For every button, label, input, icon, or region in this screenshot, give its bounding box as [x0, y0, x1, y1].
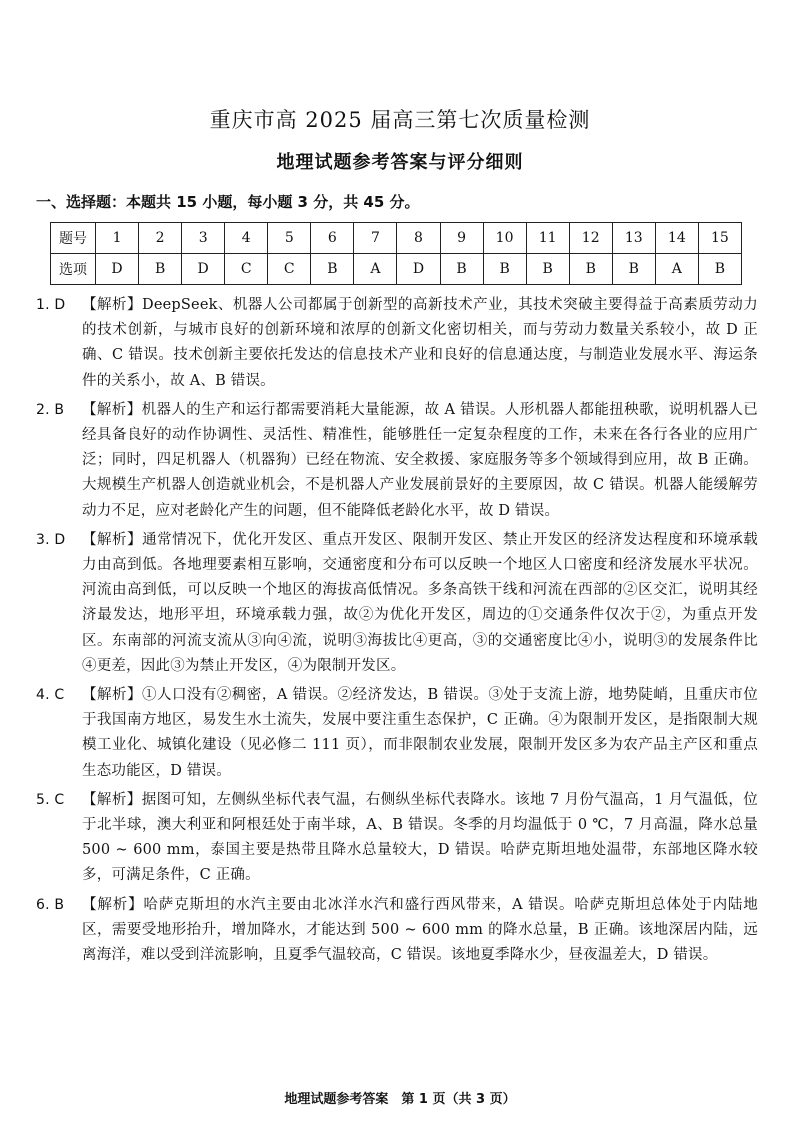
explanation-number: 3. D	[36, 531, 66, 548]
explanation-text: 【解析】哈萨克斯坦的水汽主要由北冰洋水汽和盛行西风带来，A 错误。哈萨克斯坦总体处于内陆地区，需要受地形抬升，增加降水，才能达到 500 ~ 600 mm 的降水总量，B 正确。该地深居内陆，远离海洋，难以受到洋流影响，且夏季气温较高，C 错误。该地夏季降水少，昼夜温差大，D 错误。	[82, 896, 758, 964]
explanation-text: 【解析】DeepSeek、机器人公司都属于创新型的高新技术产业，其技术突破主要得益于高素质劳动力的技术创新，与城市良好的创新环境和浓厚的创新文化密切相关，而与劳动力数量关系较小，故 D 正确、C 错误。技术创新主要依托发达的信息技术产业和良好的信息通达度，与制造业发展水平、海运条件的关系小，故 A、B 错误。	[82, 297, 758, 389]
answer-cell: B	[440, 254, 483, 285]
question-number: 2	[139, 223, 182, 254]
answer-cell: D	[96, 254, 139, 285]
question-number: 5	[268, 223, 311, 254]
question-number: 15	[698, 223, 741, 254]
section-heading: 一、选择题：本题共 15 小题，每小题 3 分，共 45 分。	[36, 193, 420, 211]
row-label-answer: 选项	[51, 254, 96, 285]
explanation-text: 【解析】据图可知，左侧纵坐标代表气温，右侧纵坐标代表降水。该地 7 月份气温高，1 月气温低，位于北半球，澳大利亚和阿根廷处于南半球，A、B 错误。冬季的月均温低于 0 ℃，7 月高温，降水总量 500 ~ 600 mm，泰国主要是热带且降水总量较大，D 错误。哈萨克斯坦地处温带，东部地区降水较多，可满足条件，C 正确。	[82, 791, 758, 884]
answer-table	[50, 222, 742, 285]
explanation-number: 4. C	[36, 687, 65, 704]
explanation-item	[36, 788, 758, 889]
answer-table-number-row	[51, 223, 742, 254]
question-number: 7	[354, 223, 397, 254]
question-number: 13	[612, 223, 655, 254]
question-number: 1	[96, 223, 139, 254]
answer-cell: C	[268, 254, 311, 285]
explanation-text: 【解析】机器人的生产和运行都需要消耗大量能源，故 A 错误。人形机器人都能扭秧歌，说明机器人已经具备良好的动作协调性、灵活性、精准性，能够胜任一定复杂程度的工作，未来在各行各业的应用广泛；同时，四足机器人（机器狗）已经在物流、安全救援、家庭服务等多个领域得到应用，故 B 正确。大规模生产机器人创造就业机会，不是机器人产业发展前景好的主要原因，故 C 错误。机器人能缓解劳动力不足，应对老龄化产生的问题，但不能降低老龄化水平，故 D 错误。	[82, 401, 758, 519]
answer-cell: B	[311, 254, 354, 285]
document-title: 重庆市高 2025 届高三第七次质量检测	[209, 108, 591, 132]
question-number: 8	[397, 223, 440, 254]
explanation-item	[36, 398, 758, 524]
explanation-item	[36, 893, 758, 969]
answer-cell: B	[526, 254, 569, 285]
explanation-text: 【解析】通常情况下，优化开发区、重点开发区、限制开发区、禁止开发区的经济发达程度和环境承载力由高到低。各地理要素相互影响，交通密度和分布可以反映一个地区人口密度和经济发展水平状况。河流由高到低，可以反映一个地区的海拔高低情况。多条高铁干线和河流在西部的②区交汇，说明其经济最发达，地形平坦，环境承载力强，故②为优化开发区，周边的①交通条件仅次于②，为重点开发区。东南部的河流支流从③向④流，说明③海拔比④更高，③的交通密度比④小，说明③的发展条件比④更差，因此③为禁止开发区，④为限制开发区。	[82, 531, 758, 674]
question-number: 4	[225, 223, 268, 254]
explanation-item	[36, 683, 758, 784]
explanation-list	[36, 293, 758, 972]
explanation-number: 6. B	[36, 896, 65, 913]
answer-cell: D	[397, 254, 440, 285]
answer-cell: B	[139, 254, 182, 285]
question-number: 11	[526, 223, 569, 254]
explanation-number: 5. C	[36, 791, 65, 808]
row-label-number: 题号	[51, 223, 96, 254]
explanation-number: 1. D	[36, 297, 66, 313]
page-footer: 地理试题参考答案 第 1 页（共 3 页）	[284, 1092, 516, 1107]
answer-cell: A	[354, 254, 397, 285]
explanation-number: 2. B	[36, 401, 65, 418]
answer-cell: B	[612, 254, 655, 285]
answer-cell: B	[483, 254, 526, 285]
answer-cell: B	[698, 254, 741, 285]
answer-cell: A	[655, 254, 698, 285]
explanation-item	[36, 293, 758, 394]
question-number: 10	[483, 223, 526, 254]
answer-cell: B	[569, 254, 612, 285]
explanation-item	[36, 528, 758, 679]
explanation-text: 【解析】①人口没有②稠密，A 错误。②经济发达，B 错误。③处于支流上游，地势陡峭，且重庆市位于我国南方地区，易发生水土流失，发展中要注重生态保护，C 正确。④为限制开发区，是指限制大规模工业化、城镇化建设（见必修二 111 页），而非限制农业发展，限制开发区多为农产品主产区和重点生态功能区，D 错误。	[82, 687, 758, 779]
question-number: 14	[655, 223, 698, 254]
document-subtitle: 地理试题参考答案与评分细则	[276, 152, 524, 173]
answer-table-answer-row	[51, 254, 742, 285]
question-number: 3	[182, 223, 225, 254]
question-number: 6	[311, 223, 354, 254]
answer-cell: C	[225, 254, 268, 285]
question-number: 12	[569, 223, 612, 254]
question-number: 9	[440, 223, 483, 254]
answer-cell: D	[182, 254, 225, 285]
